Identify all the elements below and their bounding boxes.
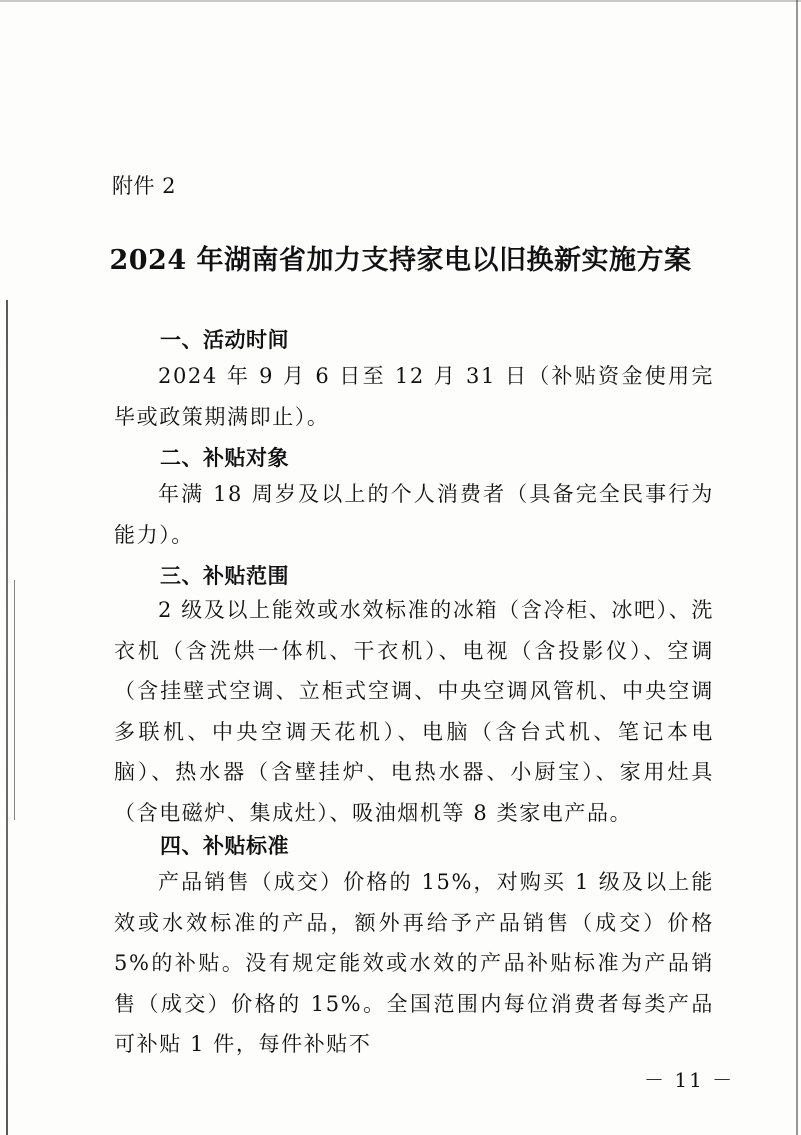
section-body-target: 年满 18 周岁及以上的个人消费者（具备完全民事行为能力）。 xyxy=(114,482,714,547)
attachment-label: 附件 2 xyxy=(112,174,177,198)
section-body-time: 2024 年 9 月 6 日至 12 月 31 日（补贴资金使用完毕或政策期满即止）。 xyxy=(114,364,714,429)
document-title: 2024 年湖南省加力支持家电以旧换新实施方案 xyxy=(109,245,692,276)
scan-edge-left xyxy=(6,300,8,1135)
scan-edge-left-inner xyxy=(14,580,15,820)
page-number: － 11 － xyxy=(644,1068,735,1092)
section-heading-scope: 三、补贴范围 xyxy=(160,564,289,588)
section-heading-time: 一、活动时间 xyxy=(160,328,289,352)
scan-edge-right xyxy=(796,0,798,1135)
section-heading-standard: 四、补贴标准 xyxy=(160,834,289,858)
section-body-standard: 产品销售（成交）价格的 15%，对购买 1 级及以上能效或水效标准的产品，额外再给予产品销售（成交）价格 5%的补贴。没有规定能效或水效的产品补贴标准为产品销售（成交）价格的 15%。全国范围内每位消费者每类产品可补贴 1 件，每件补贴不 xyxy=(114,870,714,1056)
section-heading-target: 二、补贴对象 xyxy=(160,446,289,470)
scan-edge-top xyxy=(0,0,801,2)
section-body-scope: 2 级及以上能效或水效标准的冰箱（含冷柜、冰吧）、洗衣机（含洗烘一体机、干衣机）、电视（含投影仪）、空调（含挂壁式空调、立柜式空调、中央空调风管机、中央空调多联机、中央空调天花机）、电脑（含台式机、笔记本电脑）、热水器（含壁挂炉、电热水器、小厨宝）、家用灶具（含电磁炉、集成灶）、吸油烟机等 8 类家电产品。 xyxy=(114,598,714,825)
